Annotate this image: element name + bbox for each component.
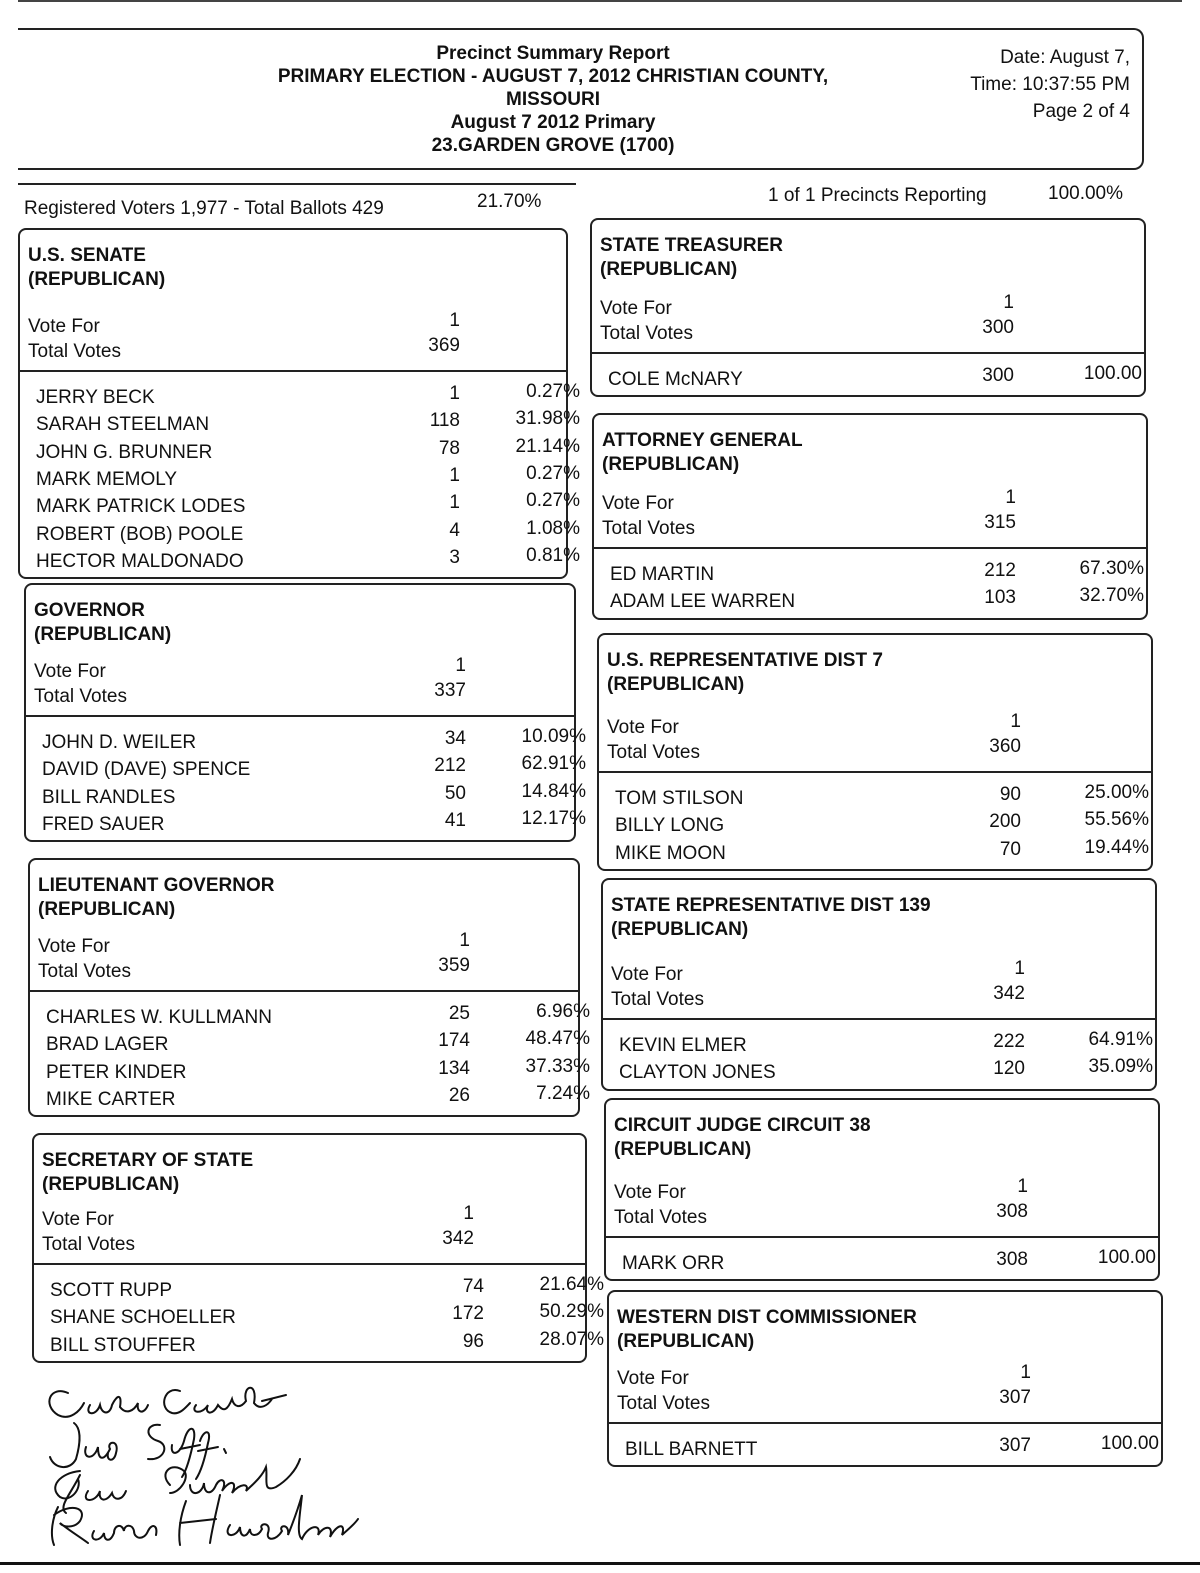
total-votes-value: 300	[982, 317, 1014, 338]
candidate-percent: 100.00	[1083, 363, 1142, 384]
vote-for-label: Vote For	[28, 316, 100, 337]
race-title	[602, 429, 803, 477]
race-title	[611, 894, 931, 942]
race-title	[28, 244, 165, 292]
total-votes-value: 369	[428, 335, 460, 356]
precinct-name: 23.GARDEN GROVE (1700)	[431, 135, 675, 156]
candidate-votes: 50	[444, 782, 466, 804]
signature-3	[55, 1459, 300, 1513]
race-party: (REPUBLICAN)	[617, 1331, 755, 1352]
candidate-percent: 50.29%	[539, 1301, 604, 1323]
vote-for-value: 1	[459, 930, 470, 951]
candidate-votes: 300	[982, 365, 1014, 386]
vote-for-value: 1	[1014, 958, 1025, 979]
signature-1	[49, 1388, 286, 1417]
total-votes-value: 342	[993, 983, 1025, 1004]
candidate-name: PETER KINDER	[46, 1061, 187, 1083]
candidate-name: JERRY BECK	[36, 387, 155, 408]
candidate-percent: 0.27%	[526, 381, 580, 402]
candidate-name: MIKE CARTER	[46, 1088, 176, 1110]
candidate-votes: 3	[449, 546, 460, 568]
race-title	[614, 1114, 871, 1162]
race-office: CIRCUIT JUDGE CIRCUIT 38	[614, 1115, 871, 1136]
candidate-name: MARK PATRICK LODES	[36, 496, 246, 518]
candidate-percent: 19.44%	[1084, 836, 1149, 858]
race-title	[617, 1306, 917, 1354]
race-party: (REPUBLICAN)	[611, 919, 749, 940]
race-party: (REPUBLICAN)	[614, 1139, 752, 1160]
race-box	[607, 1290, 1163, 1467]
race-party: (REPUBLICAN)	[600, 259, 738, 280]
candidate-name: DAVID (DAVE) SPENCE	[42, 759, 251, 781]
race-divider	[26, 715, 574, 717]
total-votes-label: Total Votes	[614, 1207, 707, 1228]
candidate-name: BILL STOUFFER	[50, 1334, 196, 1356]
election-line1: PRIMARY ELECTION - AUGUST 7, 2012 CHRISTIAN COUNTY,	[277, 66, 829, 87]
candidate-votes: 1	[449, 383, 460, 404]
primary-line: August 7 2012 Primary	[450, 112, 656, 133]
total-votes-label: Total Votes	[42, 1234, 135, 1255]
candidate-votes: 174	[438, 1030, 470, 1052]
race-title	[600, 234, 783, 282]
report-header	[18, 28, 1144, 170]
race-office: U.S. REPRESENTATIVE DIST 7	[607, 650, 883, 671]
candidate-percent: 25.00%	[1084, 782, 1149, 803]
candidate-votes: 103	[984, 587, 1016, 609]
race-party: (REPUBLICAN)	[38, 899, 176, 920]
total-votes-label: Total Votes	[617, 1393, 710, 1414]
reporting-percent: 100.00%	[1048, 183, 1124, 204]
candidate-percent: 48.47%	[525, 1028, 590, 1050]
candidate-percent: 67.30%	[1079, 558, 1144, 579]
vote-for-label: Vote For	[611, 964, 683, 985]
candidate-name: CLAYTON JONES	[619, 1062, 776, 1084]
race-title	[42, 1149, 253, 1197]
candidate-percent: 12.17%	[521, 807, 586, 829]
vote-for-value: 1	[1010, 711, 1021, 732]
candidate-percent: 28.07%	[539, 1328, 604, 1350]
candidate-name: HECTOR MALDONADO	[36, 550, 244, 572]
registered-voters: Registered Voters 1,977 - Total Ballots 429	[24, 198, 384, 219]
race-party: (REPUBLICAN)	[34, 624, 172, 645]
race-party: (REPUBLICAN)	[607, 674, 745, 695]
candidate-percent: 32.70%	[1079, 585, 1144, 607]
race-box	[32, 1133, 604, 1363]
candidate-name: BILL BARNETT	[625, 1439, 758, 1460]
candidate-percent: 1.08%	[526, 517, 580, 539]
candidate-votes: 78	[438, 437, 460, 459]
candidate-percent: 7.24%	[536, 1082, 590, 1104]
candidate-percent: 100.00	[1100, 1433, 1159, 1454]
candidate-name: JOHN G. BRUNNER	[36, 441, 213, 463]
candidate-votes: 1	[449, 464, 460, 486]
race-title	[607, 649, 883, 697]
candidate-votes: 41	[444, 809, 466, 831]
race-office: SECRETARY OF STATE	[42, 1150, 254, 1171]
candidate-percent: 100.00	[1097, 1247, 1156, 1268]
candidate-name: MARK ORR	[622, 1253, 725, 1274]
race-divider	[34, 1263, 585, 1265]
race-divider	[603, 1018, 1155, 1020]
candidate-votes: 70	[999, 838, 1021, 860]
summary-rule-left	[18, 183, 576, 185]
precincts-reporting: 1 of 1 Precincts Reporting	[768, 185, 987, 206]
race-divider	[592, 352, 1144, 354]
race-box	[18, 228, 580, 579]
candidate-percent: 55.56%	[1084, 809, 1149, 831]
candidate-votes: 134	[438, 1057, 470, 1079]
total-votes-value: 359	[438, 955, 470, 976]
race-office: U.S. SENATE	[28, 245, 146, 266]
total-votes-value: 360	[989, 736, 1021, 757]
race-box	[597, 633, 1153, 871]
candidate-name: COLE McNARY	[608, 369, 743, 390]
total-votes-value: 342	[442, 1228, 474, 1249]
report-title: Precinct Summary Report	[436, 43, 670, 64]
race-party: (REPUBLICAN)	[28, 269, 166, 290]
vote-for-label: Vote For	[607, 717, 679, 738]
candidate-name: KEVIN ELMER	[619, 1035, 747, 1056]
total-votes-label: Total Votes	[602, 518, 695, 539]
race-box	[601, 878, 1157, 1091]
vote-for-label: Vote For	[34, 661, 106, 682]
total-votes-label: Total Votes	[28, 341, 121, 362]
election-line2: MISSOURI	[506, 89, 600, 110]
vote-for-value: 1	[1017, 1176, 1028, 1197]
vote-for-value: 1	[1020, 1362, 1031, 1383]
candidate-votes: 200	[989, 811, 1021, 833]
race-box	[24, 583, 586, 842]
turnout-percent: 21.70%	[477, 191, 542, 212]
vote-for-label: Vote For	[42, 1209, 114, 1230]
candidate-name: CHARLES W. KULLMANN	[46, 1007, 272, 1028]
candidate-name: ROBERT (BOB) POOLE	[36, 523, 244, 545]
candidate-votes: 90	[999, 784, 1021, 805]
total-votes-label: Total Votes	[611, 989, 704, 1010]
candidate-percent: 31.98%	[515, 408, 580, 430]
candidate-percent: 64.91%	[1088, 1029, 1153, 1050]
candidate-votes: 4	[449, 519, 460, 541]
candidate-votes: 212	[434, 755, 466, 777]
signatures	[40, 1375, 440, 1550]
candidate-votes: 1	[449, 492, 460, 514]
race-office: STATE TREASURER	[600, 235, 783, 256]
candidate-percent: 14.84%	[521, 780, 586, 802]
candidate-percent: 37.33%	[525, 1055, 590, 1077]
candidate-name: FRED SAUER	[42, 813, 165, 835]
vote-for-value: 1	[1003, 292, 1014, 313]
candidate-name: SCOTT RUPP	[50, 1280, 173, 1301]
vote-for-value: 1	[1005, 487, 1016, 508]
signature-4	[52, 1495, 358, 1545]
total-votes-value: 337	[434, 680, 466, 701]
total-votes-label: Total Votes	[600, 323, 693, 344]
candidate-name: BILL RANDLES	[42, 786, 176, 808]
header-title-block	[208, 42, 898, 157]
vote-for-label: Vote For	[600, 298, 672, 319]
candidate-name: BRAD LAGER	[46, 1034, 169, 1056]
candidate-votes: 74	[462, 1276, 484, 1297]
race-office: WESTERN DIST COMMISSIONER	[617, 1307, 917, 1328]
race-office: GOVERNOR	[34, 600, 145, 621]
candidate-name: TOM STILSON	[615, 788, 744, 809]
race-divider	[606, 1236, 1158, 1238]
race-box	[592, 413, 1148, 620]
total-votes-label: Total Votes	[38, 961, 131, 982]
race-office: LIEUTENANT GOVERNOR	[38, 875, 275, 896]
total-votes-value: 308	[996, 1201, 1028, 1222]
race-box	[28, 858, 590, 1117]
vote-for-label: Vote For	[614, 1182, 686, 1203]
candidate-name: ADAM LEE WARREN	[610, 591, 796, 613]
candidate-votes: 308	[996, 1249, 1028, 1270]
total-votes-label: Total Votes	[34, 686, 127, 707]
race-divider	[594, 547, 1146, 549]
bottom-rule	[0, 1562, 1200, 1565]
candidate-name: ED MARTIN	[610, 564, 715, 585]
candidate-name: JOHN D. WEILER	[42, 732, 197, 753]
candidate-votes: 26	[448, 1084, 470, 1106]
candidate-votes: 25	[448, 1003, 470, 1024]
candidate-name: SHANE SCHOELLER	[50, 1307, 236, 1329]
candidate-percent: 0.27%	[526, 462, 580, 484]
candidate-name: MIKE MOON	[615, 842, 726, 864]
candidate-votes: 96	[462, 1330, 484, 1352]
vote-for-value: 1	[449, 310, 460, 331]
candidate-percent: 10.09%	[521, 726, 586, 747]
vote-for-label: Vote For	[38, 936, 110, 957]
race-title	[34, 599, 171, 647]
candidate-percent: 62.91%	[521, 753, 586, 775]
race-divider	[609, 1422, 1161, 1424]
vote-for-label: Vote For	[617, 1368, 689, 1389]
race-divider	[599, 771, 1151, 773]
race-office: STATE REPRESENTATIVE DIST 139	[611, 895, 931, 916]
race-box	[604, 1098, 1160, 1281]
candidate-votes: 34	[444, 728, 466, 749]
race-divider	[30, 990, 578, 992]
candidate-percent: 0.81%	[526, 544, 580, 566]
race-box	[590, 218, 1146, 397]
header-meta	[910, 44, 1130, 125]
candidate-percent: 0.27%	[526, 490, 580, 512]
candidate-votes: 307	[999, 1435, 1031, 1456]
candidate-percent: 21.14%	[515, 435, 580, 457]
candidate-name: MARK MEMOLY	[36, 468, 178, 490]
vote-for-label: Vote For	[602, 493, 674, 514]
candidate-votes: 120	[993, 1058, 1025, 1080]
page-number: Page 2 of 4	[1032, 101, 1130, 122]
race-divider	[20, 370, 566, 372]
report-date: Date: August 7,	[1000, 47, 1130, 68]
candidate-votes: 222	[993, 1031, 1025, 1052]
total-votes-value: 315	[984, 512, 1016, 533]
race-title	[38, 874, 274, 922]
candidate-percent: 35.09%	[1088, 1056, 1153, 1078]
total-votes-value: 307	[999, 1387, 1031, 1408]
vote-for-value: 1	[463, 1203, 474, 1224]
top-rule	[18, 0, 1182, 6]
candidate-percent: 6.96%	[536, 1001, 590, 1022]
vote-for-value: 1	[455, 655, 466, 676]
candidate-votes: 172	[452, 1303, 484, 1325]
report-time: Time: 10:37:55 PM	[970, 74, 1130, 95]
candidate-percent: 21.64%	[539, 1274, 604, 1295]
race-party: (REPUBLICAN)	[602, 454, 740, 475]
candidate-votes: 118	[429, 410, 460, 432]
total-votes-label: Total Votes	[607, 742, 700, 763]
candidate-name: SARAH STEELMAN	[36, 414, 210, 436]
race-party: (REPUBLICAN)	[42, 1174, 180, 1195]
candidate-name: BILLY LONG	[615, 815, 725, 837]
candidate-votes: 212	[984, 560, 1016, 581]
race-office: ATTORNEY GENERAL	[602, 430, 803, 451]
